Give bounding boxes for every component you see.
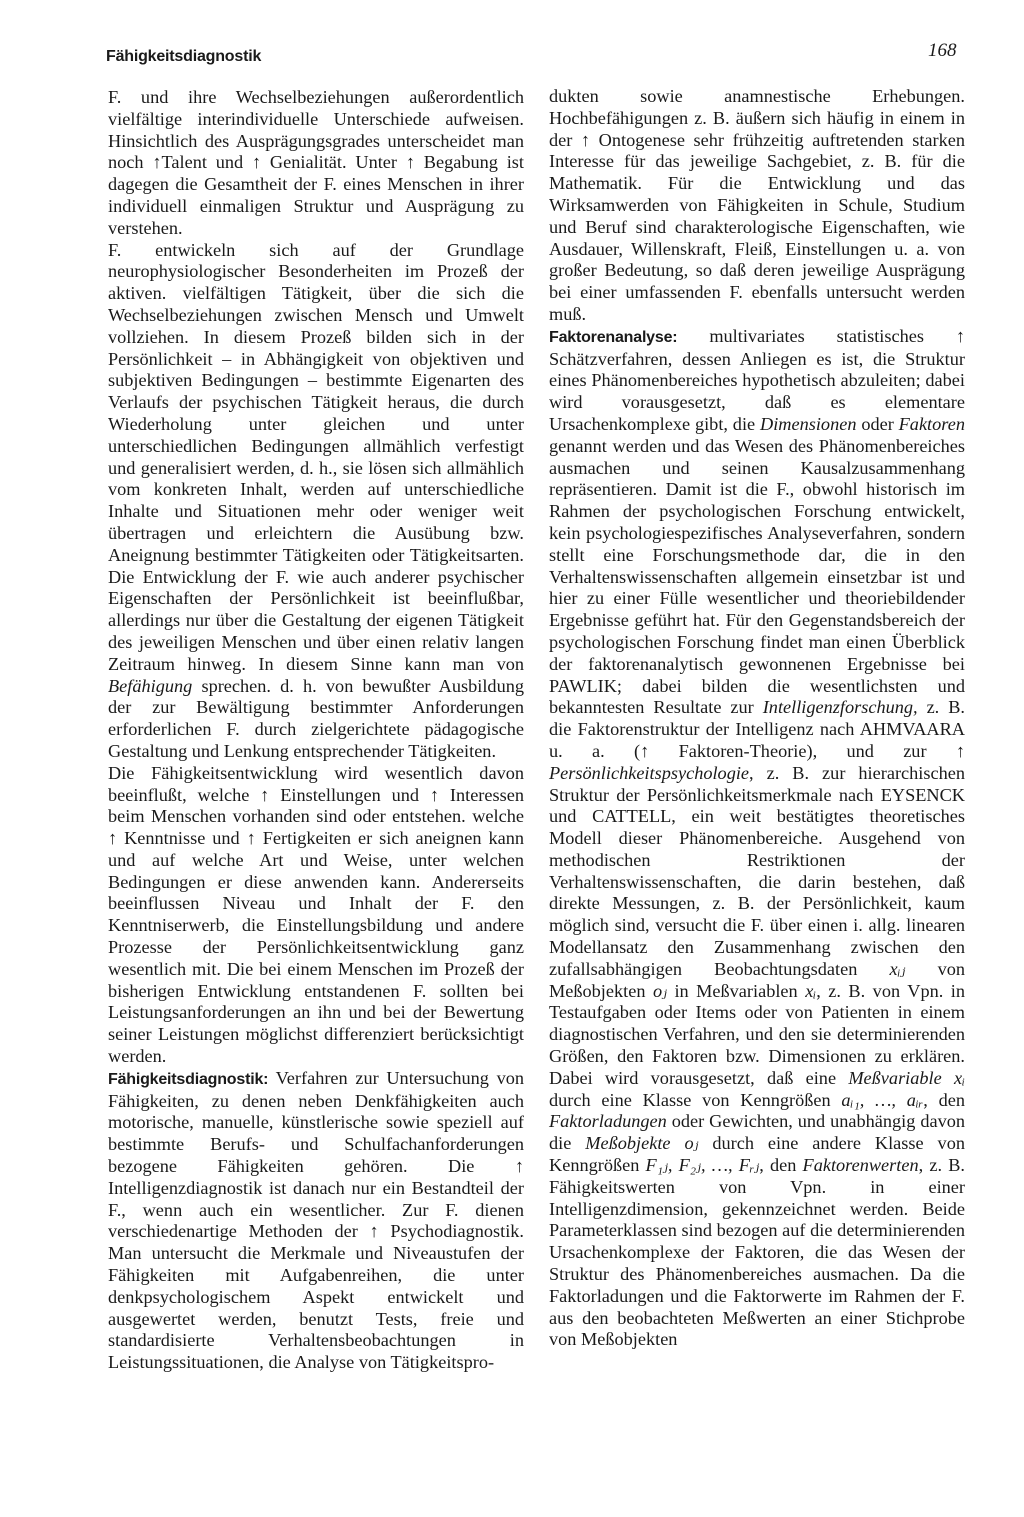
emphasized-term: Faktorladungen bbox=[549, 1111, 667, 1132]
text-run: von Meßobjekten bbox=[549, 958, 965, 1001]
running-title: Fähigkeitsdiagnostik bbox=[106, 48, 262, 65]
entry-text: Verfahren zur Untersuchung von Fähigkeiten, zu denen neben Denkfähigkeiten auch motorische, manuelle, künstlerische sowie speziell auf bestimmte Berufs- und Schulfachanforderungen bezogene Fähigkeiten gehören. Die ↑ Intelligenzdiagnostik ist danach nur ein Bestandteil der F., wenn auch ein wesentlicher. Zur F. dienen verschiedenartige Methoden der ↑ Psychodiagnostik. Man untersucht die Merkmale und Niveaustufen der Fähigkeiten mit Aufgabenreihen, die unter denkpsychologischem Aspekt entwickelt und ausgewertet werden, benutzt Tests, freie und standardisierte Verhaltensbeobachtungen in Leistungssituationen, die Analyse von Tätigkeitspro- bbox=[108, 1067, 524, 1373]
right-column bbox=[549, 86, 965, 1351]
text-run: sprechen. d. h. von bewußter Ausbildung der zur Bewältigung bestimmter Anforderungen erforderlichen F. durch zielgerichtete pädagogische Gestaltung und Lenkung entsprechender Tätigkeiten. bbox=[108, 675, 524, 761]
math-symbol: xᵢ bbox=[805, 980, 817, 1001]
text-run: F. entwickeln sich auf der Grundlage neurophysiologischer Besonderheiten im Prozeß der aktiven. vielfältigen Tätigkeit, über die sich die Wechselbeziehungen zwischen Mensch und Umwelt vollziehen. In diesem Prozeß bilden sich in der Persönlichkeit – in Abhängigkeit von objektiven und subjektiven Bedingungen – bestimmte Eigenarten des Verlaufs der psychischen Tätigkeit heraus, die durch Wiederholung unter gleichen und unter unterschiedlichen Bedingungen allmählich verfestigt und generalisiert werden, d. h., sie lösen sich allmählich vom konkreten Inhalt, werden auf unterschiedliche Inhalte und Situationen mehr oder weniger weit übertragen und erleichtern die Ausübung bzw. Aneignung bestimmter Tätigkeiten oder Tätigkeitsarten. Die Entwicklung der F. wie auch anderer psychischer Eigenschaften der Persönlichkeit ist beeinflußbar, allerdings nur über die Gestaltung der eigenen Tätigkeit des jeweiligen Menschen und über einen relativ langen Zeitraum hinweg. In diesem Sinne kann man von bbox=[108, 239, 524, 674]
text-run: , z. B. Fähigkeitswerten von Vpn. in einer Intelligenzdimension, gekennzeichnet werden. Beide Parameterklassen sind bezogen auf die determinierenden Ursachenkomplexe der Faktoren, die das Wesen der Struktur des Phänomenbereiches ausmachen. Da die Faktorladungen und die Faktorwerte im Rahmen der F. aus den beobachteten Meßwerten an einer Stichprobe von Meßobjekten bbox=[549, 1155, 965, 1350]
text-run: z. B. die Faktorenstruktur der Intelligenz nach AHMVAARA u. a. (↑ Faktoren-Theorie), und zur ↑ bbox=[549, 697, 965, 761]
emphasized-term: Dimensionen bbox=[760, 413, 857, 434]
math-symbol: oⱼ bbox=[652, 980, 667, 1001]
emphasized-term: Faktoren bbox=[898, 413, 965, 434]
emphasized-term: Intelligenzforschung, bbox=[762, 697, 918, 718]
page-number: 168 bbox=[928, 40, 957, 61]
math-symbol: F₁ⱼ, F₂ⱼ, …, Fᵣⱼ bbox=[645, 1155, 760, 1176]
math-symbol: aᵢ₁, …, aᵢᵣ bbox=[841, 1089, 924, 1110]
text-run: , den bbox=[759, 1155, 797, 1176]
text-run: oder Gewichten, und unabhängig davon die bbox=[549, 1111, 965, 1154]
emphasized-term: Befähigung bbox=[108, 675, 193, 696]
text-run: , z. B. zur hierarchischen Struktur der Persönlichkeitsmerkmale nach EYSENCK und CATTELL, ein weit bestätigtes theoretisches Modell dieser Phänomenbereiche. Ausgehend von methodischen Restriktionen der Verhaltenswissenschaften, die darin bestehen, daß direkte Messungen, z. B. der Persönlichkeit, kaum möglich sind, versucht die F. über einen i. allg. linearen Modellansatz den Zusammenhang zwischen den zufallsabhängigen Beobachtungsdaten bbox=[549, 762, 965, 979]
text-run: , den bbox=[923, 1089, 965, 1110]
emphasized-term: Faktorenwerten bbox=[802, 1155, 919, 1176]
paragraph: Die Fähigkeitsentwicklung wird wesentlich davon beeinflußt, welche ↑ Einstellungen und ↑ Interessen beim Menschen vorhanden sind oder entstehen. welche ↑ Kenntnisse und ↑ Fertigkeiten er sich aneignen kann und auf welche Art und Weise, unter welchen Bedingungen er diese anwenden kann. Andererseits beeinflussen Niveau und Inhalt der F. den Kenntniserwerb, die Einstellungsbildung und andere Prozesse der Persönlichkeitsentwicklung ganz wesentlich mit. Die bei einem Menschen im Prozeß der bisherigen Entwicklung entstandenen F. sollten bei Leistungsanforderungen an ihn und bei der Bewertung seiner Leistungen möglichst differenziert berücksichtigt werden. bbox=[108, 762, 524, 1067]
text-run: multivariates statistisches ↑ Schätzverfahren, dessen Anliegen es ist, die Struktur eines Phänomenbereiches hypothetisch abzuleiten; dabei wird vorausgesetzt, daß es elementare Ursachenkomplexe gibt, die bbox=[549, 325, 965, 434]
emphasized-term: Meßobjekte oⱼ bbox=[585, 1133, 699, 1154]
text-run: in Meßvariablen bbox=[674, 980, 798, 1001]
emphasized-term: Persönlichkeitspsychologie bbox=[549, 762, 750, 783]
text-run: oder bbox=[861, 413, 894, 434]
text-run: genannt werden und das Wesen des Phänomenbereiches ausmachen und seinen Kausalzusammenhang repräsentieren. Damit ist die F., obwohl historisch im Rahmen der psychologischen Forschung entwickelt, kein psychologiespezifisches Analyseverfahren, sondern stellt eine Forschungsmethode dar, die in den Verhaltenswissenschaften allgemein einsetzbar ist und hier zu einer Fülle wesentlicher und theoriebildender Ergebnisse geführt hat. Für den Gegenstandsbereich der psychologischen Forschung findet man einen Überblick der faktorenanalytisch gewonnenen Ergebnisse bei PAWLIK; dabei bilden die wesentlichsten und bekanntesten Resultate zur bbox=[549, 435, 965, 718]
dictionary-entry bbox=[549, 326, 965, 1351]
paragraph: F. und ihre Wechselbeziehungen außerordentlich vielfältige interindividuelle Unterschiede aufweisen. Hinsichtlich des Ausprägungsgrades unterscheidet man noch ↑Talent und ↑ Genialität. Unter ↑ Begabung ist dagegen die Gesamtheit der F. eines Menschen in ihrer individuell einmaligen Struktur und Ausprägung zu verstehen. bbox=[108, 87, 524, 238]
dictionary-entry bbox=[108, 1068, 524, 1374]
left-column bbox=[108, 87, 524, 1374]
math-symbol: xᵢⱼ bbox=[889, 958, 906, 979]
text-run: durch eine andere Klasse von Kenngrößen bbox=[549, 1133, 965, 1176]
paragraph: dukten sowie anamnestische Erhebungen. Hochbefähigungen z. B. äußern sich häufig in einem in der ↑ Ontogenese sehr frühzeitig auftretenden starken Interesse für das jeweilige Sachgebiet, z. B. für die Mathematik. Für die Entwicklung und das Wirksamwerden von Fähigkeiten in Schule, Studium und Beruf sind charakterologische Eigenschaften, wie Ausdauer, Willenskraft, Fleiß, Einstellungen u. a. von großer Bedeutung, so daß deren jeweilige Ausprägung bei einer umfassenden F. ebenfalls untersucht werden muß. bbox=[549, 86, 965, 324]
text-run: durch eine Klasse von Kenngrößen bbox=[549, 1089, 831, 1110]
emphasized-term: Meßvariable xᵢ bbox=[848, 1067, 965, 1088]
text-run: , z. B. von Vpn. in Testaufgaben oder Items oder von Patienten in einem diagnostischen Verfahren, und den sie determinierenden Größen, den Faktoren bzw. Dimensionen zu erklären. Dabei wird vorausgesetzt, daß eine bbox=[549, 980, 966, 1088]
entry-headword: Faktorenanalyse: bbox=[549, 328, 678, 346]
paragraph bbox=[108, 240, 524, 763]
entry-headword: Fähigkeitsdiagnostik: bbox=[108, 1070, 269, 1088]
